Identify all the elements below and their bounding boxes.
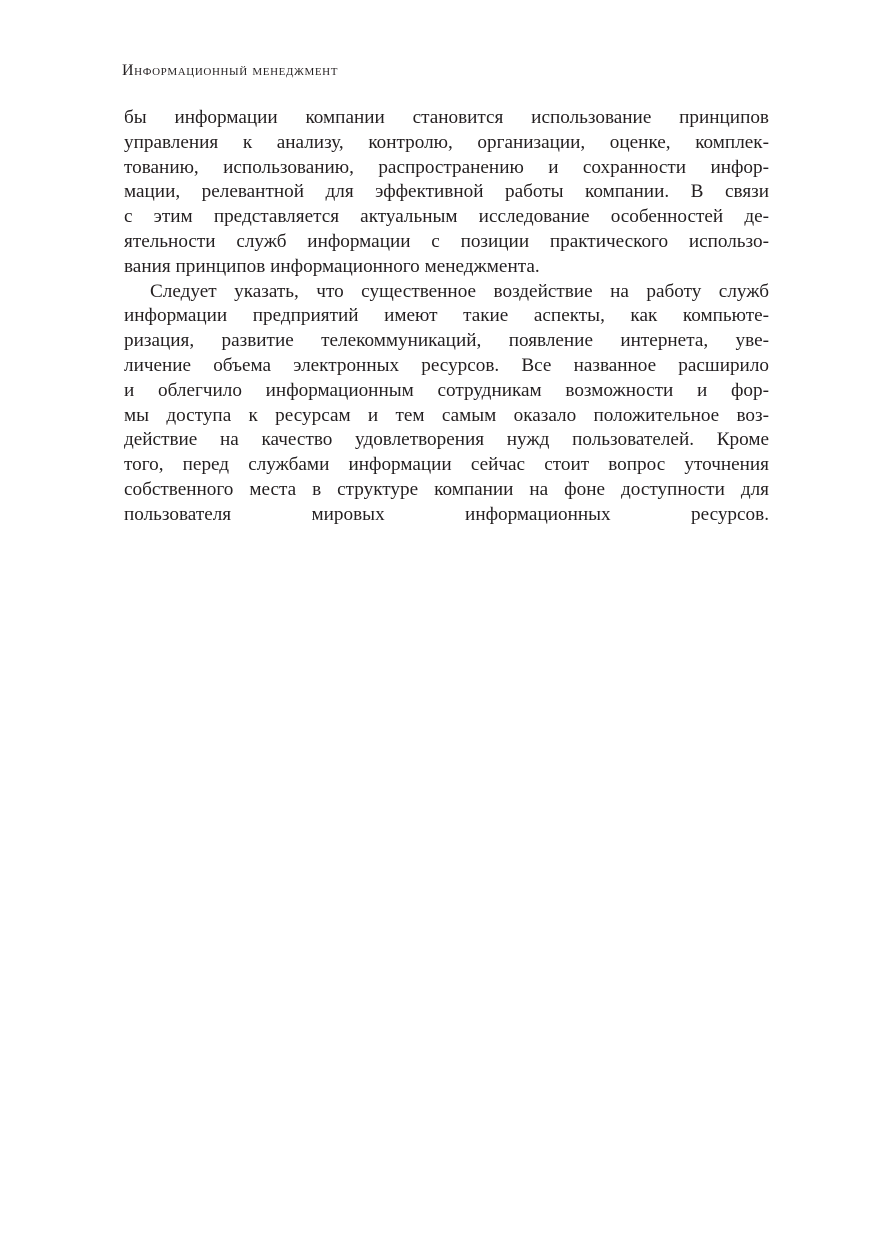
paragraph [124, 106, 769, 280]
text-line: мации, релевантной для эффективной работы компании. В связи [124, 181, 769, 203]
text-line: информации предприятий имеют такие аспекты, как компьюте- [124, 305, 769, 327]
text-line: личение объема электронных ресурсов. Все названное расширило [124, 354, 769, 376]
text-line: действие на качество удовлетворения нужд пользователей. Кроме [124, 429, 769, 451]
text-line: собственного места в структуре компании на фоне доступности для [124, 478, 769, 500]
text-line: и облегчило информационным сотрудникам возможности и фор- [124, 379, 769, 401]
text-line: вания принципов информационного менеджмента. [124, 255, 540, 277]
running-header-title: Информационный менеджмент [122, 62, 339, 79]
text-line: мы доступа к ресурсам и тем самым оказало положительное воз- [124, 404, 769, 426]
text-line [124, 528, 769, 553]
text-line: того, перед службами информации сейчас стоит вопрос уточнения [124, 454, 769, 476]
text-line: Следует указать, что существенное воздействие на работу служб [150, 280, 769, 302]
text-line: бы информации компании становится использование принципов [124, 107, 769, 128]
text-line: управления к анализу, контролю, организации, оценке, комплек- [124, 131, 769, 153]
paragraph [124, 280, 769, 553]
body-text [124, 106, 769, 552]
text-line: ятельности служб информации с позиции практического использо- [124, 230, 769, 252]
text-line: ризация, развитие телекоммуникаций, появление интернета, уве- [124, 330, 769, 352]
text-line: тованию, использованию, распространению и сохранности инфор- [124, 156, 769, 178]
text-line: пользователя мировых информационных ресурсов. [124, 503, 769, 525]
text-line: с этим представляется актуальным исследование особенностей де- [124, 206, 769, 228]
